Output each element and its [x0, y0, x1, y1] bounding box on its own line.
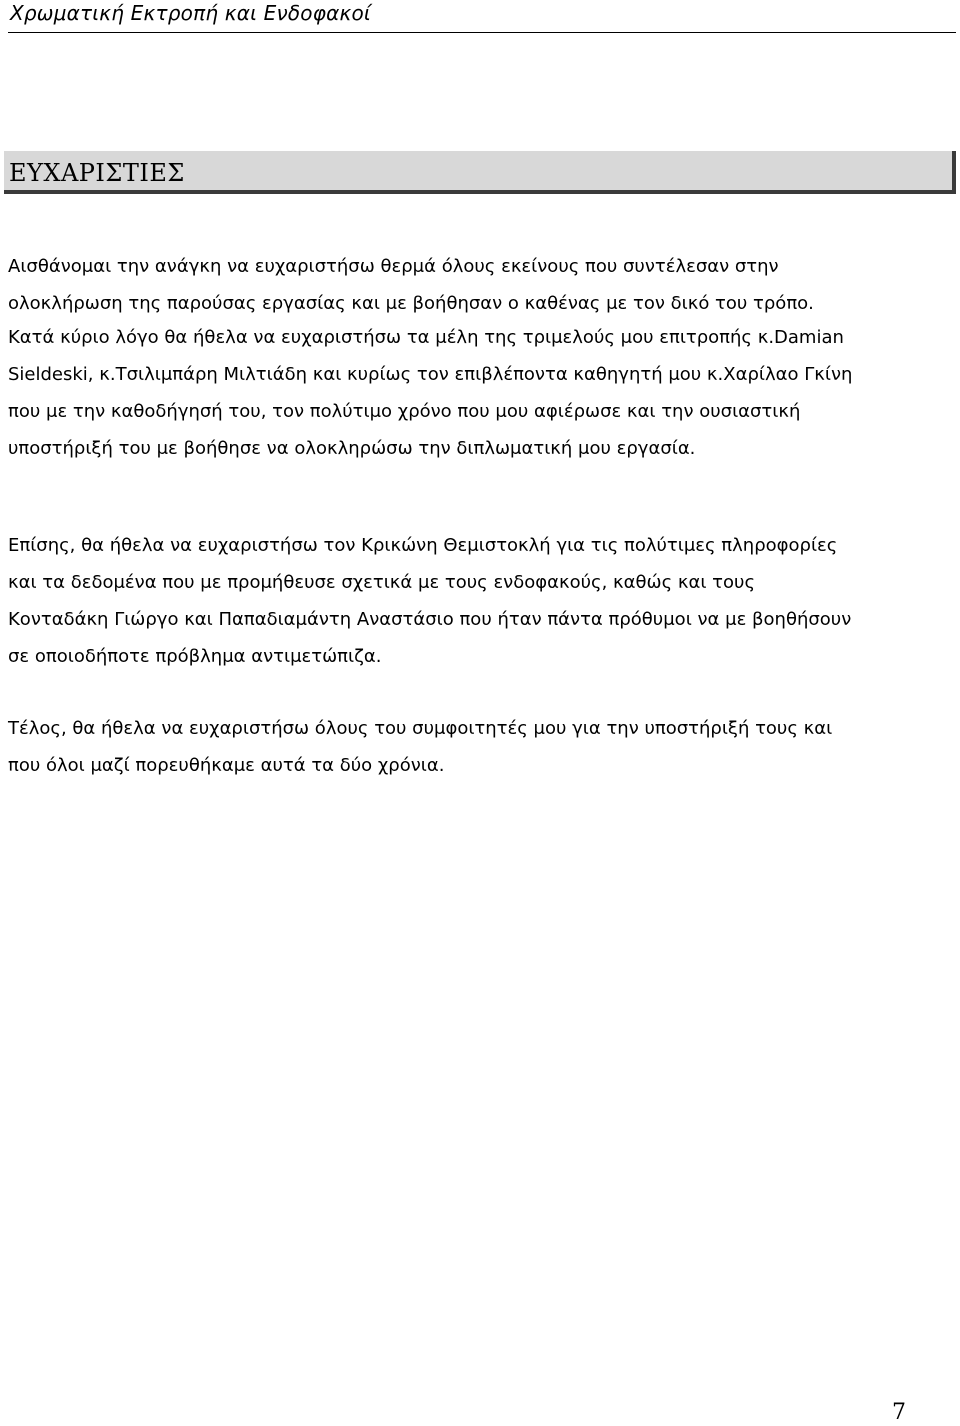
paragraph-line: ολοκλήρωση της παρούσας εργασίας και με βοήθησαν ο καθένας με τον δικό του τρόπο. — [8, 293, 814, 314]
paragraph-line: που όλοι μαζί πορευθήκαμε αυτά τα δύο χρόνια. — [8, 755, 445, 776]
paragraph-line: υποστήριξή του με βοήθησε να ολοκληρώσω την διπλωματική μου εργασία. — [8, 438, 696, 459]
paragraph-line: Κονταδάκη Γιώργο και Παπαδιαμάντη Αναστάσιο που ήταν πάντα πρόθυμοι να με βοηθήσουν — [8, 609, 852, 630]
section-heading-box — [4, 151, 956, 194]
paragraph-line: σε οποιοδήποτε πρόβλημα αντιμετώπιζα. — [8, 646, 382, 667]
page-number: 7 — [892, 1400, 906, 1425]
section-heading: ΕΥΧΑΡΙΣΤΙΕΣ — [9, 159, 185, 187]
paragraph-line: Τέλος, θα ήθελα να ευχαριστήσω όλους του συμφοιτητές μου για την υποστήριξή τους και — [8, 718, 833, 739]
paragraph-line: Sieldeski, κ.Τσιλιμπάρη Μιλτιάδη και κυρίως τον επιβλέποντα καθηγητή μου κ.Χαρίλαο Γκίνη — [8, 364, 853, 385]
paragraph-line: Κατά κύριο λόγο θα ήθελα να ευχαριστήσω τα μέλη της τριμελούς μου επιτροπής κ.Damian — [8, 327, 844, 348]
paragraph-classmates-thanks — [8, 710, 952, 784]
paragraph-committee-thanks — [8, 319, 952, 467]
paragraph-line: που με την καθοδήγησή του, τον πολύτιμο χρόνο που μου αφιέρωσε και την ουσιαστική — [8, 401, 801, 422]
running-header-title: Χρωματική Εκτροπή και Ενδοφακοί — [10, 1, 371, 25]
paragraph-line: Επίσης, θα ήθελα να ευχαριστήσω τον Κρικώνη Θεμιστοκλή για τις πολύτιμες πληροφορίες — [8, 535, 838, 556]
paragraph-gratitude-intro — [8, 248, 952, 322]
paragraph-line: Αισθάνομαι την ανάγκη να ευχαριστήσω θερμά όλους εκείνους που συντέλεσαν στην — [8, 256, 779, 277]
paragraph-colleagues-thanks — [8, 527, 952, 675]
paragraph-line: και τα δεδομένα που με προμήθευσε σχετικά με τους ενδοφακούς, καθώς και τους — [8, 572, 756, 593]
running-header — [8, 0, 956, 33]
